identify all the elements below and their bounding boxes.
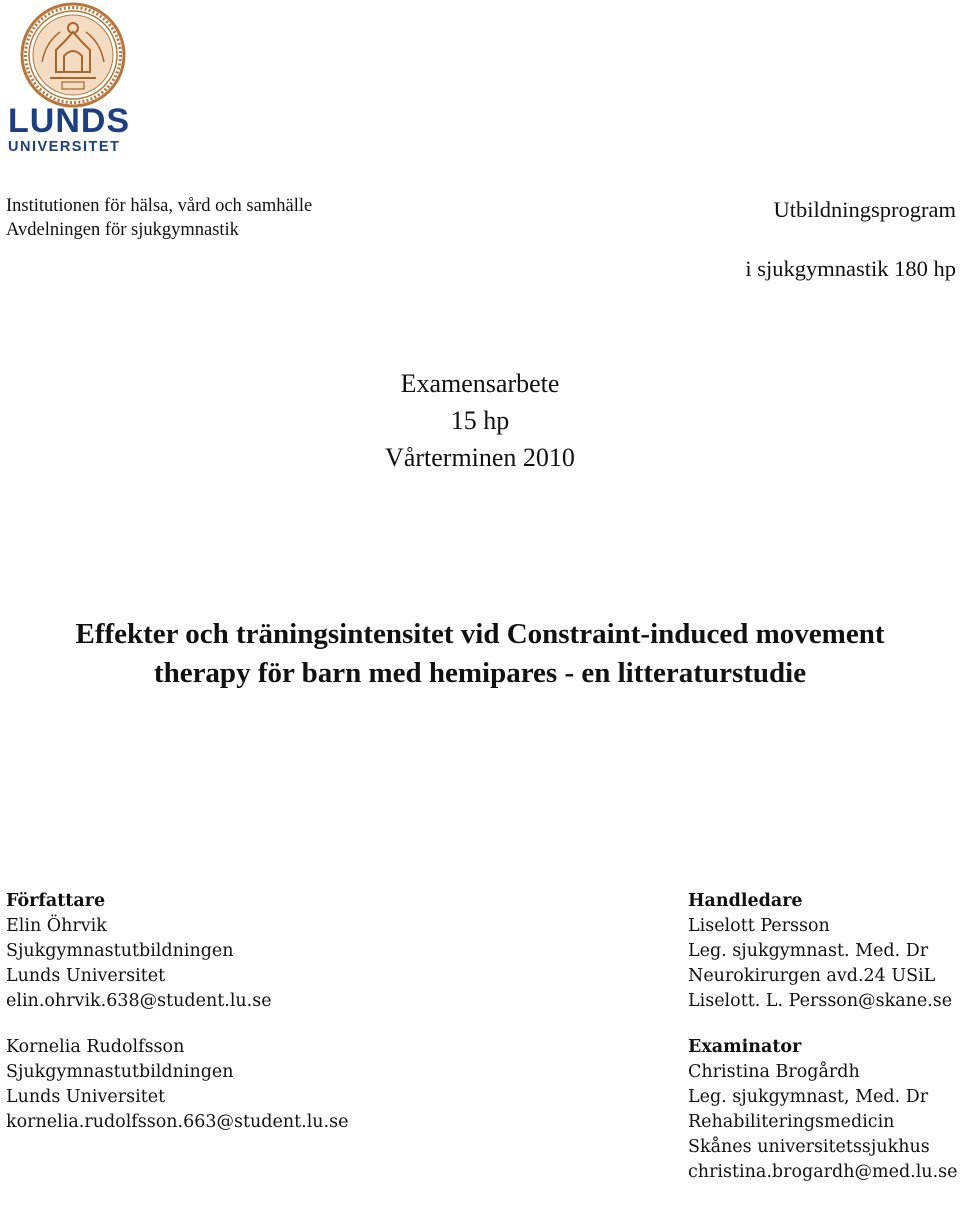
author-1-university: Lunds Universitet	[6, 966, 166, 986]
supervisor-name: Liselott Persson	[688, 916, 830, 936]
programme-name: Utbildningsprogram	[773, 197, 956, 222]
university-logo	[8, 0, 136, 160]
exam-title: Examensarbete	[400, 369, 560, 398]
supervisor-email: Liselott. L. Persson@skane.se	[688, 991, 953, 1011]
examiner-name: Christina Brogårdh	[688, 1062, 860, 1082]
authors-section	[6, 889, 348, 1135]
examiner-hospital: Skånes universitetssjukhus	[688, 1137, 930, 1157]
authors-heading: Författare	[6, 891, 106, 911]
supervisor-title: Leg. sjukgymnast. Med. Dr	[688, 941, 929, 961]
author-1-program: Sjukgymnastutbildningen	[6, 941, 234, 961]
thesis-title-line-1: Effekter och träningsintensitet vid Constraint-induced movement	[75, 618, 885, 650]
author-2-program: Sjukgymnastutbildningen	[6, 1062, 234, 1082]
programme-credits: i sjukgymnastik 180 hp	[745, 256, 956, 281]
university-seal-icon	[20, 2, 126, 108]
exam-term: Vårterminen 2010	[385, 443, 575, 472]
examiner-unit: Rehabiliteringsmedicin	[688, 1112, 895, 1132]
spacer	[688, 1014, 957, 1035]
author-2-email: kornelia.rudolfsson.663@student.lu.se	[6, 1112, 349, 1132]
author-1-email: elin.ohrvik.638@student.lu.se	[6, 991, 272, 1011]
department-name: Institutionen för hälsa, vård och samhälle	[6, 196, 313, 216]
supervisor-heading: Handledare	[688, 891, 803, 911]
supervisor-unit: Neurokirurgen avd.24 USiL	[688, 966, 936, 986]
examiner-email: christina.brogardh@med.lu.se	[688, 1162, 958, 1182]
author-2-university: Lunds Universitet	[6, 1087, 166, 1107]
exam-credits: 15 hp	[450, 406, 510, 435]
logo-wordmark-lunds: LUNDS	[8, 102, 131, 140]
examiner-heading: Examinator	[688, 1037, 802, 1057]
author-1-name: Elin Öhrvik	[6, 916, 107, 936]
spacer	[6, 1014, 348, 1035]
author-2-name: Kornelia Rudolfsson	[6, 1037, 185, 1057]
division-name: Avdelningen för sjukgymnastik	[6, 220, 239, 240]
examiner-title: Leg. sjukgymnast, Med. Dr	[688, 1087, 929, 1107]
logo-wordmark-universitet: UNIVERSITET	[8, 139, 121, 155]
supervision-section	[688, 889, 957, 1185]
thesis-title-line-2: therapy för barn med hemipares - en litteraturstudie	[153, 657, 807, 689]
